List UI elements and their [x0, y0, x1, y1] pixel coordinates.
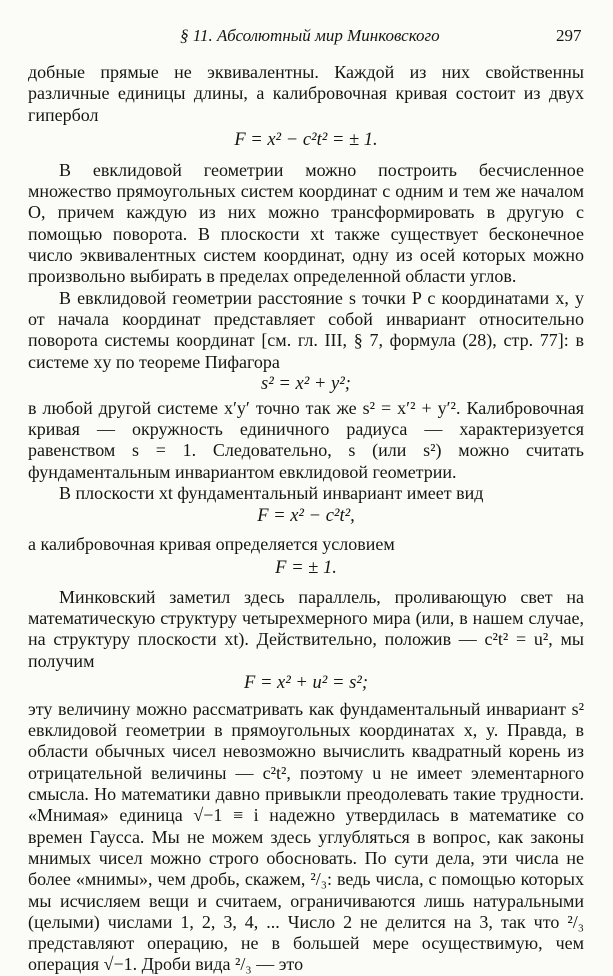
paragraph: в любой другой системе x′y′ точно так же s² = x′² + y′². Калибровочная кривая — окружность единичного радиуса — характеризуется равенством s = 1. Следовательно, s (или s²) можно считать фундаментальным инвариантом евклидовой геометрии.: [28, 397, 584, 482]
paragraph: В плоскости xt фундаментальный инвариант имеет вид: [59, 483, 484, 504]
formula: F = ± 1.: [275, 557, 337, 578]
running-title: § 11. Абсолютный мир Минковского: [180, 26, 440, 45]
paragraph: эту величину можно рассматривать как фундаментальный инвариант s² евклидовой геометрии в прямоугольных координатах x, y. Правда, в области обычных чисел невозможно вычислить квадратный корень из отрицательной величины — c²t², поэтому u не имеет элементарного смысла. Но математики давно привыкли преодолевать такие трудности. «Мнимая» единица √−1 ≡ i надежно утвердилась в математике со времен Гаусса. Мы не можем здесь углубляться в вопрос, как законы мнимых чисел можно строго обосновать. По сути дела, эти числа не более «мнимы», чем дробь, скажем, ²/₃: ведь числа, с помощью которых мы исчисляем вещи и считаем, ограничиваются лишь натуральными (целыми) числами 1, 2, 3, 4, ... Число 2 не делится на 3, так что ²/₃ представляют операцию, не в большей мере осуществимую, чем операция √−1. Дроби вида ²/₃ — это: [28, 698, 584, 975]
formula: F = x² − c²t²,: [257, 506, 355, 527]
paragraph: а калибровочная кривая определяется условием: [28, 534, 395, 555]
formula: F = x² + u² = s²;: [244, 672, 368, 693]
formula: s² = x² + y²;: [261, 373, 351, 394]
paragraph: В евклидовой геометрии расстояние s точки P с координатами x, y от начала координат представляет собой инвариант относительно поворота системы координат [см. гл. III, § 7, формула (28), стр. 77]: в системе xy по теореме Пифагора: [28, 287, 584, 372]
paragraph: Минковский заметил здесь параллель, проливающую свет на математическую структуру четырехмерного мира (или, в нашем случае, на структуру плоскости xt). Действительно, положив — c²t² = u², мы получим: [28, 586, 584, 671]
paragraph: В евклидовой геометрии можно построить бесчисленное множество прямоугольных систем координат с одним и тем же началом O, причем каждую из них можно трансформировать в другую с помощью поворота. В плоскости xt также существует бесконечное число эквивалентных систем координат, одну из осей которых можно произвольно выбирать в пределах определенной области углов.: [28, 159, 584, 287]
page-body: [28, 62, 584, 976]
formula: F = x² − c²t² = ± 1.: [234, 129, 378, 150]
page-number: 297: [556, 26, 582, 45]
page-header: [0, 26, 613, 48]
paragraph: добные прямые не эквивалентны. Каждой из них свойственны различные единицы длины, а калибровочная кривая состоит из двух гипербол: [28, 62, 584, 125]
